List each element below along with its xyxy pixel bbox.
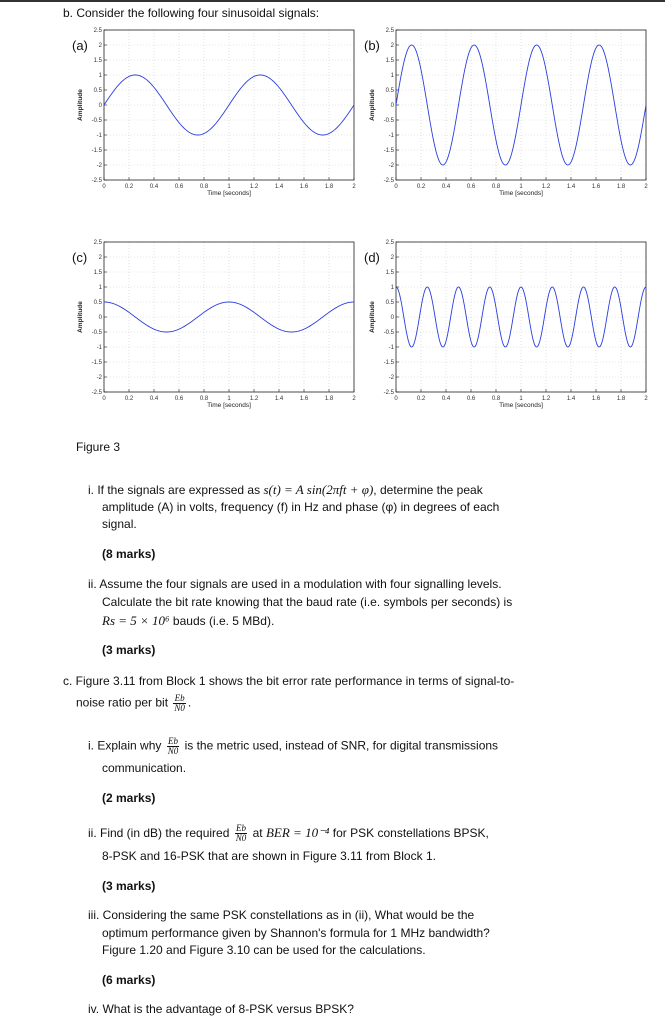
y-tick-label: -1	[96, 345, 102, 351]
plot-a	[74, 24, 374, 224]
y-axis-label: Amplitude	[369, 89, 376, 121]
question-c-i-marks: (2 marks)	[102, 791, 156, 805]
y-tick-label: 0.5	[385, 300, 394, 306]
y-tick-label: 2.5	[93, 240, 102, 246]
x-tick-label: 1.4	[566, 184, 576, 190]
x-tick-label: 1.6	[591, 184, 601, 190]
question-c-ii-mid: at	[252, 826, 263, 840]
panel-label: (b)	[364, 38, 380, 53]
y-tick-label: -1.5	[383, 148, 394, 154]
x-tick-label: 0.6	[466, 396, 476, 402]
x-tick-label: 0.8	[199, 396, 209, 402]
y-tick-label: 2	[98, 255, 102, 261]
x-tick-label: 1	[519, 396, 523, 402]
y-tick-label: 0.5	[93, 88, 102, 94]
y-tick-label: 2.5	[385, 240, 394, 246]
y-tick-label: 0	[390, 315, 394, 321]
y-tick-label: -2	[96, 163, 102, 169]
x-tick-label: 1.6	[591, 396, 601, 402]
x-axis-label: Time [seconds]	[207, 190, 251, 197]
y-tick-label: 1.5	[93, 270, 102, 276]
question-c-ii-line2: 8-PSK and 16-PSK that are shown in Figure 3.11 from Block 1.	[102, 849, 436, 863]
section-c-line2: noise ratio per bit $\frac{Eb}{N0}$ .	[76, 693, 192, 713]
panel-label: (a)	[72, 38, 88, 53]
x-axis-label: Time [seconds]	[499, 190, 543, 197]
y-tick-label: 0.5	[93, 300, 102, 306]
y-tick-label: -0.5	[383, 330, 394, 336]
figure-caption: Figure 3	[76, 440, 121, 454]
question-c-iii-line1: iii. Considering the same PSK constellations as in (ii), What would be the	[88, 908, 475, 922]
question-c-ii-marks: (3 marks)	[102, 879, 156, 893]
x-tick-label: 0.4	[441, 396, 451, 402]
x-tick-label: 1.2	[541, 184, 551, 190]
x-tick-label: 0	[102, 184, 106, 190]
x-tick-label: 0.2	[124, 184, 134, 190]
question-c-i-line1	[88, 737, 498, 756]
y-tick-label: 1	[98, 73, 102, 79]
plot-b	[366, 24, 665, 224]
x-tick-label: 1.8	[324, 184, 334, 190]
panel-label: (c)	[72, 250, 88, 265]
y-tick-label: 2.5	[93, 28, 102, 34]
x-tick-label: 0.8	[491, 396, 501, 402]
question-ii-marks: (3 marks)	[102, 643, 156, 657]
section-c-line2-text: noise ratio per bit	[76, 695, 169, 710]
y-tick-label: 0	[98, 315, 102, 321]
y-tick-label: 1	[98, 285, 102, 291]
question-ii-formula: Rs = 5 × 10⁶	[102, 613, 170, 628]
question-ii-post: bauds (i.e. 5 MBd).	[172, 614, 275, 628]
x-tick-label: 1.2	[249, 184, 259, 190]
question-c-iii-line2: optimum performance given by Shannon's formula for 1 MHz bandwidth?	[102, 926, 490, 940]
question-c-i-post: is the metric used, instead of SNR, for digital transmissions	[184, 738, 499, 753]
top-rule	[0, 0, 665, 2]
y-tick-label: -1.5	[91, 148, 102, 154]
y-tick-label: -1	[96, 133, 102, 139]
x-tick-label: 1	[519, 184, 523, 190]
y-tick-label: 0	[98, 103, 102, 109]
y-tick-label: -1.5	[91, 360, 102, 366]
x-axis-label: Time [seconds]	[499, 402, 543, 409]
x-tick-label: 0.6	[174, 184, 184, 190]
y-tick-label: -2	[96, 375, 102, 381]
question-c-i-line2: communication.	[102, 761, 187, 775]
y-tick-label: -2.5	[91, 178, 102, 184]
question-i-formula: s(t) = A sin(2πft + φ)	[263, 482, 374, 497]
eb-n0-fraction: $\frac{Eb}{N0}$	[167, 736, 179, 756]
y-tick-label: 1.5	[93, 58, 102, 64]
panel-label: (d)	[364, 250, 380, 265]
x-tick-label: 1	[227, 396, 231, 402]
question-c-iii-line3: Figure 1.20 and Figure 3.10 can be used for the calculations.	[102, 943, 426, 957]
question-c-i-pre: i. Explain why	[88, 738, 162, 753]
y-tick-label: 2	[390, 43, 394, 49]
x-tick-label: 1.2	[541, 396, 551, 402]
x-tick-label: 0	[394, 396, 398, 402]
x-tick-label: 1.8	[324, 396, 334, 402]
x-tick-label: 0.2	[124, 396, 134, 402]
y-tick-label: -2.5	[383, 178, 394, 184]
x-tick-label: 0.4	[149, 396, 159, 402]
question-c-ii-post: for PSK constellations BPSK,	[332, 826, 489, 840]
y-tick-label: -0.5	[383, 118, 394, 124]
eb-n0-fraction: $\frac{Eb}{N0}$	[174, 693, 185, 713]
section-c-line1: c. Figure 3.11 from Block 1 shows the bit error rate performance in terms of signal-to-	[63, 674, 515, 688]
y-tick-label: -2	[388, 163, 394, 169]
y-tick-label: -2.5	[383, 390, 394, 396]
question-c-iii-marks: (6 marks)	[102, 973, 156, 987]
x-tick-label: 1.6	[299, 396, 309, 402]
x-tick-label: 1.4	[566, 396, 576, 402]
x-tick-label: 2	[644, 184, 648, 190]
plot-c	[74, 236, 374, 436]
x-tick-label: 0.2	[416, 396, 426, 402]
y-axis-label: Amplitude	[77, 301, 84, 333]
question-c-ii-formula: BER = 10⁻⁴	[265, 825, 330, 840]
x-tick-label: 1.8	[616, 396, 626, 402]
question-c-ii-line1	[88, 824, 489, 843]
x-axis-label: Time [seconds]	[207, 402, 251, 409]
x-tick-label: 0.4	[441, 184, 451, 190]
x-tick-label: 0.4	[149, 184, 159, 190]
plot-d	[366, 236, 665, 436]
y-tick-label: 2.5	[385, 28, 394, 34]
question-ii-line1: ii. Assume the four signals are used in a modulation with four signalling levels.	[88, 577, 502, 591]
x-tick-label: 0.2	[416, 184, 426, 190]
y-tick-label: 1.5	[385, 58, 394, 64]
x-tick-label: 1.4	[274, 396, 284, 402]
y-tick-label: -1	[388, 345, 394, 351]
x-tick-label: 2	[352, 184, 356, 190]
y-tick-label: -2	[388, 375, 394, 381]
x-tick-label: 0.6	[466, 184, 476, 190]
y-tick-label: 2	[98, 43, 102, 49]
question-c-ii-pre: ii. Find (in dB) the required	[88, 826, 230, 840]
x-tick-label: 0	[394, 184, 398, 190]
section-b-heading: b. Consider the following four sinusoidal signals:	[63, 6, 320, 20]
x-tick-label: 1.4	[274, 184, 284, 190]
x-tick-label: 2	[644, 396, 648, 402]
y-axis-label: Amplitude	[369, 301, 376, 333]
y-tick-label: 0.5	[385, 88, 394, 94]
y-tick-label: -1	[388, 133, 394, 139]
question-i-post: , determine the peak	[373, 483, 483, 497]
question-i-line2: amplitude (A) in volts, frequency (f) in Hz and phase (φ) in degrees of each	[102, 500, 500, 514]
question-i-marks: (8 marks)	[102, 547, 156, 561]
question-i-line1	[88, 481, 483, 499]
x-tick-label: 0.6	[174, 396, 184, 402]
x-tick-label: 1.2	[249, 396, 259, 402]
x-tick-label: 2	[352, 396, 356, 402]
y-tick-label: -0.5	[91, 118, 102, 124]
y-tick-label: 0	[390, 103, 394, 109]
question-ii-line3	[102, 612, 274, 630]
x-tick-label: 0	[102, 396, 106, 402]
question-i-pre: i. If the signals are expressed as	[88, 483, 261, 497]
y-tick-label: 1	[390, 285, 394, 291]
x-tick-label: 0.8	[199, 184, 209, 190]
y-tick-label: -0.5	[91, 330, 102, 336]
x-tick-label: 1	[227, 184, 231, 190]
question-ii-line2: Calculate the bit rate knowing that the baud rate (i.e. symbols per seconds) is	[102, 595, 513, 609]
y-tick-label: -2.5	[91, 390, 102, 396]
y-tick-label: -1.5	[383, 360, 394, 366]
question-c-iv-line1: iv. What is the advantage of 8-PSK versus BPSK?	[88, 1002, 354, 1016]
eb-n0-fraction: $\frac{Eb}{N0}$	[235, 823, 247, 844]
y-axis-label: Amplitude	[77, 89, 84, 121]
y-tick-label: 1	[390, 73, 394, 79]
question-i-line3: signal.	[102, 517, 137, 531]
y-tick-label: 1.5	[385, 270, 394, 276]
y-tick-label: 2	[390, 255, 394, 261]
x-tick-label: 1.6	[299, 184, 309, 190]
x-tick-label: 0.8	[491, 184, 501, 190]
x-tick-label: 1.8	[616, 184, 626, 190]
